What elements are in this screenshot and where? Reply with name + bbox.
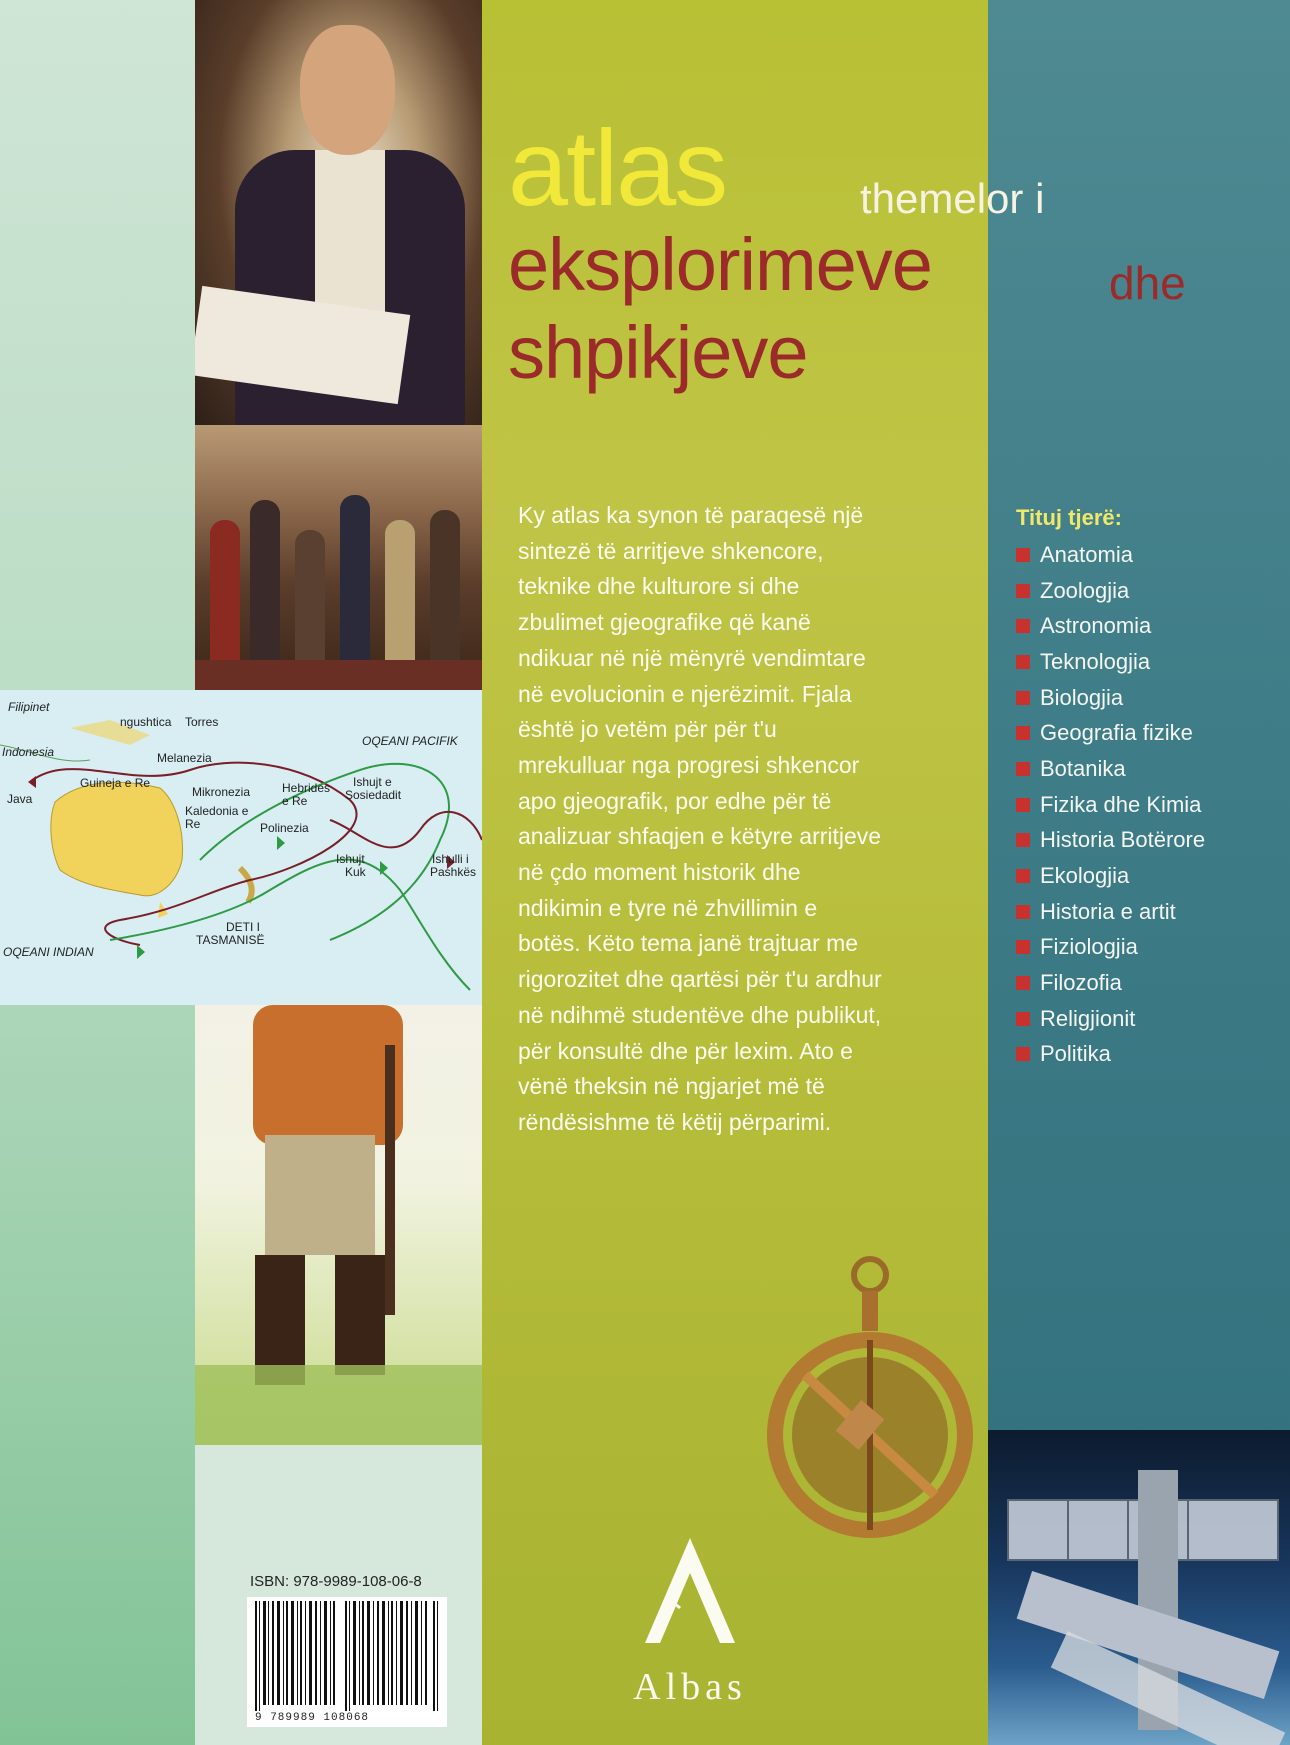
other-title-item: Historia Botërore <box>1016 823 1276 859</box>
voyage-map-image <box>0 690 482 1005</box>
other-title-item: Religjionit <box>1016 1001 1276 1037</box>
other-title-item: Botanika <box>1016 751 1276 787</box>
other-title-item: Geografia fizike <box>1016 715 1276 751</box>
map-label-deti-2: TASMANISË <box>196 933 265 947</box>
map-label-ishujt-kuk-2: Kuk <box>345 865 366 879</box>
square-bullet-icon <box>1016 905 1030 919</box>
square-bullet-icon <box>1016 762 1030 776</box>
map-label-ishulli-2: Pashkës <box>430 865 477 879</box>
square-bullet-icon <box>1016 833 1030 847</box>
description-line: sintezë të arritjeve shkencore, <box>518 537 824 564</box>
title-themelor: themelor i <box>860 175 1045 222</box>
square-bullet-icon <box>1016 1047 1030 1061</box>
description-line: rigorozitet dhe qartësi për t'u ardhur <box>518 966 882 993</box>
map-label-deti: DETI I <box>226 920 261 934</box>
square-bullet-icon <box>1016 976 1030 990</box>
description-line: zbulimet gjeografike që kanë <box>518 609 811 636</box>
map-label-filipinet: Filipinet <box>8 700 50 714</box>
description-line: për konsultë dhe për lexim. Ato e <box>518 1037 853 1064</box>
square-bullet-icon <box>1016 1012 1030 1026</box>
other-titles-heading: Tituj tjerë: <box>1016 505 1122 530</box>
square-bullet-icon <box>1016 940 1030 954</box>
description-line: në evolucionin e njerëzimit. Fjala <box>518 680 852 707</box>
description-line: analizuar shfaqjen e këtyre arritjeve <box>518 823 882 850</box>
book-description <box>518 498 978 1141</box>
map-label-ishujt-kuk: Ishujt <box>336 852 365 866</box>
description-line: rëndësishme të këtij përparimi. <box>518 1108 832 1135</box>
explorer-illustration-image <box>195 1005 482 1445</box>
description-line: ndikuar në një mënyrë vendimtare <box>518 644 866 671</box>
description-line: në ndihmë studentëve dhe publikut, <box>518 1001 882 1028</box>
map-label-kaledonia: Kaledonia e <box>185 804 249 818</box>
square-bullet-icon <box>1016 548 1030 562</box>
historical-painting-image <box>195 425 482 690</box>
map-label-ishujt-sosiedadit-2: Sosiedadit <box>345 788 402 802</box>
square-bullet-icon <box>1016 798 1030 812</box>
square-bullet-icon <box>1016 584 1030 598</box>
other-title-item: Anatomia <box>1016 537 1276 573</box>
isbn-label: ISBN: 978-9989-108-06-8 <box>250 1573 422 1590</box>
description-line: apo gjeografik, por edhe për të <box>518 787 832 814</box>
map-label-mikronezia: Mikronezia <box>192 785 251 799</box>
map-label-indonesia: Indonesia <box>2 745 55 759</box>
space-station-image <box>988 1430 1290 1745</box>
description-line: është jo vetëm për për t'u <box>518 716 777 743</box>
square-bullet-icon <box>1016 655 1030 669</box>
title-dhe: dhe <box>1109 257 1186 309</box>
other-title-item: Fiziologjia <box>1016 930 1276 966</box>
square-bullet-icon <box>1016 691 1030 705</box>
description-line: ndikimin e tyre në zhvillimin e <box>518 894 818 921</box>
description-line: Ky atlas ka synon të paraqesë një <box>518 502 864 528</box>
title-atlas: atlas <box>508 107 727 228</box>
description-line: vënë theksin në ngjarjet më të <box>518 1073 825 1100</box>
barcode <box>247 1597 447 1727</box>
other-titles-list <box>1016 505 1276 1072</box>
other-title-item: Historia e artit <box>1016 894 1276 930</box>
other-title-item: Filozofia <box>1016 965 1276 1001</box>
other-title-item: Astronomia <box>1016 608 1276 644</box>
description-line: botës. Këto tema janë trajtuar me <box>518 930 859 957</box>
other-title-item: Fizika dhe Kimia <box>1016 787 1276 823</box>
other-title-item: Ekologjia <box>1016 858 1276 894</box>
barcode-icon <box>253 1601 441 1711</box>
square-bullet-icon <box>1016 869 1030 883</box>
map-label-ishulli: Ishulli i <box>432 852 469 866</box>
map-label-oqeani-indian: OQEANI INDIAN <box>3 945 94 959</box>
title-shpikjeve: shpikjeve <box>508 311 808 394</box>
other-title-item: Teknologjia <box>1016 644 1276 680</box>
map-label-polinezia: Polinezia <box>260 821 309 835</box>
map-label-kaledonia-2: Re <box>185 817 201 831</box>
description-line: teknike dhe kulturore si dhe <box>518 573 800 600</box>
map-label-hebrides: Hebrides <box>282 781 331 795</box>
albas-logo-icon <box>640 1538 740 1648</box>
other-title-item: Politika <box>1016 1037 1276 1073</box>
map-label-guineja: Guineja e Re <box>80 776 151 790</box>
astrolabe-image <box>765 1255 975 1565</box>
barcode-number: 9 789989 108068 <box>255 1712 370 1724</box>
map-label-java: Java <box>7 792 33 806</box>
title-eksplorimeve: eksplorimeve <box>508 223 932 306</box>
map-label-torres: Torres <box>185 715 219 729</box>
description-line: në çdo moment historik dhe <box>518 859 801 886</box>
map-label-hebrides-2: e Re <box>282 794 308 808</box>
publisher-name: Albas <box>633 1666 747 1708</box>
map-label-ishujt-sosiedadit: Ishujt e <box>353 775 392 789</box>
explorer-portrait-image <box>195 0 482 425</box>
other-title-item: Biologjia <box>1016 680 1276 716</box>
other-title-item: Zoologjia <box>1016 573 1276 609</box>
map-label-oqeani-pacifik: OQEANI PACIFIK <box>362 734 458 748</box>
square-bullet-icon <box>1016 619 1030 633</box>
description-line: mrekulluar nga progresi shkencor <box>518 751 860 778</box>
map-label-ngushtica: ngushtica <box>120 715 172 729</box>
map-label-melanezia: Melanezia <box>157 751 212 765</box>
square-bullet-icon <box>1016 726 1030 740</box>
